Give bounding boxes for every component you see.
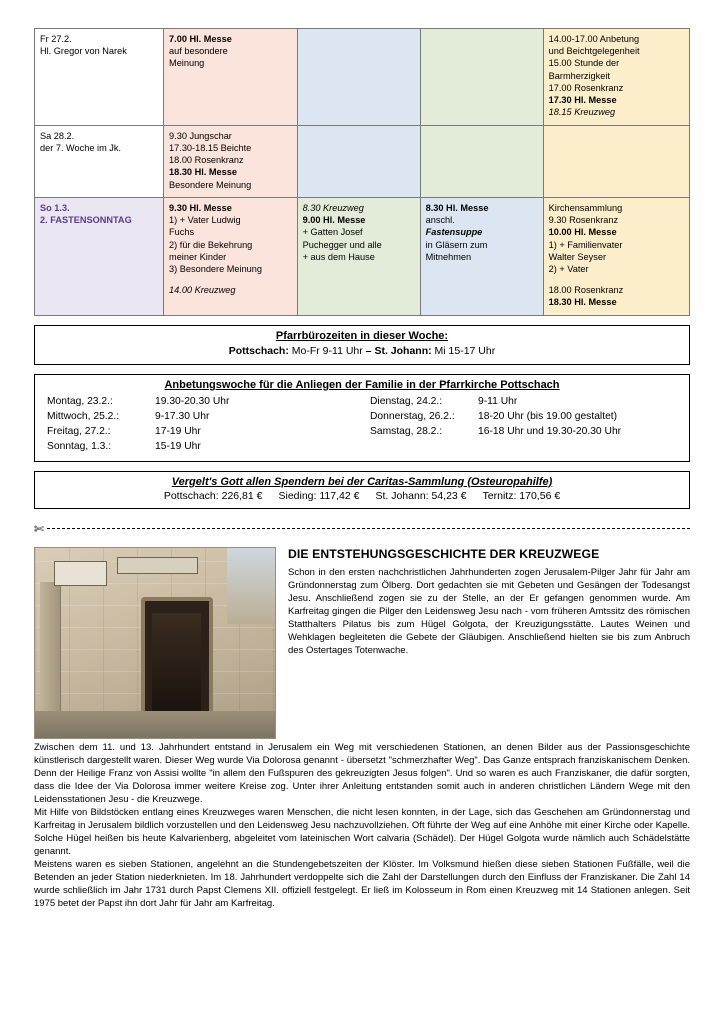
- adoration-schedule-grid: [41, 393, 683, 455]
- schedule-line: auf besondere: [169, 46, 228, 57]
- office-hours-prefix-1: Pottschach:: [228, 344, 289, 357]
- parish-office-hours-box: [34, 325, 690, 365]
- adoration-entry: [47, 395, 360, 410]
- schedule-line: in Gläsern zum: [425, 239, 488, 250]
- schedule-line: Walter Seyser: [548, 251, 607, 262]
- table-row: [35, 125, 690, 197]
- caritas-amount: St. Johann: 54,23 €: [375, 489, 467, 502]
- schedule-line: 15.00 Stunde der: [548, 58, 620, 69]
- article-paragraph: Schon in den ersten nachchristlichen Jahrhunderten zogen Jerusalem-Pilger Jahr für Jahr am Gründonnerstag zum Ölberg. Dort gedachten sie mit Gebeten und Gesängen der Todesangst Jesu. Anschließend zogen sie zu der Stelle, an der Er gefangen genommen wurde. Am Karfreitag gingen die Pilger den Leidensweg Jesu nach - vom früheren Amtssitz des römischen Statthalters Pilatus bis zum Hügel Golgota, der Kreuzigungsstätte. Lautes Weinen und Wehklagen begleiteten die Gebete der Gläubigen. Anschließend hielten sie bis zum Anbruch des Ostertages Totenwache.: [288, 566, 690, 656]
- schedule-cell: [543, 29, 689, 126]
- schedule-line: 18.30 Hl. Messe: [548, 297, 617, 308]
- schedule-line: Meinung: [169, 58, 205, 69]
- schedule-line: Besondere Meinung: [169, 179, 252, 190]
- spacer: [549, 275, 684, 284]
- spacer: [169, 275, 292, 284]
- schedule-cell: [35, 29, 164, 126]
- article-paragraph: Mit Hilfe von Bildstöcken entlang eines Kreuzweges waren Menschen, die nicht lesen konnten, in der Lage, sich das Geschehen am Gründonnerstag und Karfreitag in Jerusalem bildlich vorzustellen und den Leidensweg Jesu nachzuvollziehen. Oft führte der Weg auf eine Anhöhe mit einer Kirche oder Kapelle. Solche Hügel heißen bis heute Kalvarienberg, abgeleitet vom lateinischen Wort calvaria (Schädel). Der Hügel Golgota wurde nämlich auch Schädelstätte genannt.: [34, 806, 690, 857]
- cut-here-divider: [34, 523, 690, 535]
- schedule-cell: [35, 125, 164, 197]
- adoration-entry-value: 16-18 Uhr und 19.30-20.30 Uhr: [478, 425, 622, 437]
- adoration-entry: [370, 440, 683, 455]
- schedule-line: 2. FASTENSONNTAG: [40, 215, 132, 226]
- schedule-line: So 1.3.: [40, 202, 70, 213]
- schedule-line: Puchegger und alle: [302, 239, 382, 250]
- schedule-cell: [297, 125, 420, 197]
- adoration-entry-label: Mittwoch, 25.2.:: [47, 410, 120, 422]
- schedule-line: 14.00 Kreuzweg: [169, 285, 236, 296]
- schedule-line: 2) + Vater: [548, 263, 589, 274]
- adoration-entry-label: Freitag, 27.2.:: [47, 425, 111, 437]
- schedule-line: 18.00 Rosenkranz: [169, 155, 244, 166]
- schedule-line: Sa 28.2.: [40, 130, 75, 141]
- adoration-title: Anbetungswoche für die Anliegen der Familie in der Pfarrkirche Pottschach: [164, 378, 560, 391]
- caritas-amount: Pottschach: 226,81 €: [163, 489, 263, 502]
- schedule-line: 7.00 Hl. Messe: [169, 34, 232, 44]
- adoration-entry-value: 17-19 Uhr: [155, 425, 201, 437]
- adoration-entry: [370, 425, 683, 440]
- schedule-line: 2) für die Bekehrung: [169, 239, 253, 250]
- schedule-cell: [543, 197, 689, 315]
- schedule-line: anschl.: [425, 215, 455, 226]
- schedule-line: + aus dem Hause: [302, 251, 375, 262]
- schedule-cell: [420, 197, 543, 315]
- caritas-collection-box: [34, 471, 690, 509]
- article-intro-column: [288, 547, 690, 739]
- office-hours-title: Pfarrbürozeiten in dieser Woche:: [275, 329, 449, 342]
- adoration-entry-value: 18-20 Uhr (bis 19.00 gestaltet): [478, 410, 618, 422]
- schedule-line: Mitnehmen: [425, 251, 472, 262]
- adoration-entry-label: Samstag, 28.2.:: [370, 425, 443, 437]
- adoration-entry-value: 19.30-20.30 Uhr: [155, 395, 230, 407]
- adoration-entry: [47, 425, 360, 440]
- schedule-cell: [297, 29, 420, 126]
- adoration-entry: [370, 395, 683, 410]
- schedule-line: 1) + Vater Ludwig: [169, 215, 241, 226]
- article-title: DIE ENTSTEHUNGSGESCHICHTE DER KREUZWEGE: [288, 546, 600, 561]
- schedule-line: der 7. Woche im Jk.: [40, 142, 122, 153]
- adoration-entry-label: Dienstag, 24.2.:: [370, 395, 443, 407]
- schedule-line: 17.30-18.15 Beichte: [169, 142, 252, 153]
- adoration-entry-value: 9-17.30 Uhr: [155, 410, 210, 422]
- schedule-cell: [35, 197, 164, 315]
- article-paragraph: Meistens waren es sieben Stationen, angelehnt an die Stundengebetszeiten der Klöster. Im Volksmund hießen diese sieben Stationen Fußfälle, weil die Betenden an jeder Station niederknieten. Im 18. Jahrhundert verdoppelte sich die Zahl der Darstellungen durch den Einfluss der Franziskaner. Die Zahl 14 wurde schließlich im Jahr 1731 durch Papst Clemens XII. offiziell festgelegt. Er ließ im Kolosseum in Rom einen Kreuzweg mit 14 Stationen anlegen. Seit 1975 betet der Papst ihn dort Jahr für Jahr am Karfreitag.: [34, 858, 690, 909]
- schedule-line: Fuchs: [169, 227, 195, 238]
- scissors-icon: ✄: [34, 521, 45, 536]
- schedule-cell: [164, 125, 298, 197]
- schedule-line: meiner Kinder: [169, 251, 227, 262]
- adoration-entry-label: Montag, 23.2.:: [47, 395, 113, 407]
- kreuzweg-station-photo: [34, 547, 276, 739]
- caritas-amount: Sieding: 117,42 €: [278, 489, 360, 502]
- schedule-line: Fr 27.2.: [40, 34, 72, 44]
- schedule-line: 18.30 Hl. Messe: [169, 167, 237, 178]
- office-hours-line: [41, 344, 683, 358]
- caritas-title: Vergelt's Gott allen Spendern bei der Caritas-Sammlung (Osteuropahilfe): [171, 475, 553, 488]
- schedule-line: Fastensuppe: [425, 227, 483, 238]
- schedule-cell: [420, 29, 543, 126]
- schedule-line: und Beichtgelegenheit: [548, 46, 640, 57]
- schedule-line: 1) + Familienvater: [548, 239, 623, 250]
- adoration-entry-value: 9-11 Uhr: [478, 395, 518, 407]
- mass-schedule-table: [34, 28, 690, 316]
- schedule-line: 10.00 Hl. Messe: [548, 227, 617, 238]
- dashed-rule: [47, 528, 690, 529]
- schedule-line: 9.00 Hl. Messe: [302, 215, 366, 226]
- office-hours-separator: –: [365, 344, 372, 357]
- schedule-cell: [297, 197, 420, 315]
- article-body: [34, 741, 690, 910]
- schedule-line: Hl. Gregor von Narek: [40, 46, 127, 57]
- schedule-line: Barmherzigkeit: [548, 70, 610, 81]
- schedule-line: 18.00 Rosenkranz: [548, 285, 624, 296]
- adoration-week-box: [34, 374, 690, 462]
- office-hours-prefix-2: St. Johann:: [374, 344, 432, 357]
- adoration-entry: [47, 440, 360, 455]
- caritas-amounts: [41, 490, 683, 502]
- schedule-line: 8.30 Kreuzweg: [302, 202, 364, 213]
- schedule-line: 17.30 Hl. Messe: [548, 95, 617, 106]
- schedule-line: 9.30 Jungschar: [169, 130, 232, 141]
- adoration-entry-value: 15-19 Uhr: [155, 440, 201, 452]
- schedule-line: 9.30 Rosenkranz: [548, 215, 619, 226]
- adoration-entry-label: Donnerstag, 26.2.:: [370, 410, 455, 422]
- article-paragraph: Zwischen dem 11. und 13. Jahrhundert entstand in Jerusalem ein Weg mit verschiedenen Stationen, an denen Bilder aus der Passionsgeschichte künstlerisch dargestellt waren. Dieser Weg wurde Via Dolorosa genannt - übersetzt "schmerzhafter Weg". Das Ganze entsprach franziskanischem Denken. Denn der Heilige Franz von Assisi wollte "in allem den Fußspuren des gekreuzigten Jesus folgen". Und so waren es auch Franziskaner, die dafür sorgten, dass die Idee der Via Dolorosa immer weitere Kreise zog. Unter ihrer Anleitung entstanden somit auch in anderen christlichen Ländern Wege mit den Leidensstationen Jesu - die Kreuzwege.: [34, 741, 690, 805]
- schedule-cell: [164, 197, 298, 315]
- schedule-cell: [543, 125, 689, 197]
- office-hours-value-2: Mi 15-17 Uhr: [434, 344, 496, 357]
- schedule-line: Kirchensammlung: [548, 202, 623, 213]
- schedule-line: 14.00-17.00 Anbetung: [548, 34, 640, 44]
- table-row: [35, 197, 690, 315]
- schedule-line: 9.30 Hl. Messe: [169, 202, 232, 213]
- schedule-line: 3) Besondere Meinung: [169, 263, 263, 274]
- table-row: [35, 29, 690, 126]
- caritas-amount: Ternitz: 170,56 €: [482, 489, 561, 502]
- adoration-entry-label: Sonntag, 1.3.:: [47, 440, 112, 452]
- schedule-line: 17.00 Rosenkranz: [548, 82, 624, 93]
- adoration-entry: [370, 410, 683, 425]
- schedule-line: 8.30 Hl. Messe: [425, 202, 489, 213]
- schedule-cell: [164, 29, 298, 126]
- schedule-line: 18.15 Kreuzweg: [548, 107, 616, 118]
- office-hours-value-1: Mo-Fr 9-11 Uhr: [291, 344, 363, 357]
- schedule-cell: [420, 125, 543, 197]
- adoration-entry: [47, 410, 360, 425]
- adoration-entry-label: [370, 440, 478, 455]
- article-top: [34, 547, 690, 739]
- schedule-line: + Gatten Josef: [302, 227, 363, 238]
